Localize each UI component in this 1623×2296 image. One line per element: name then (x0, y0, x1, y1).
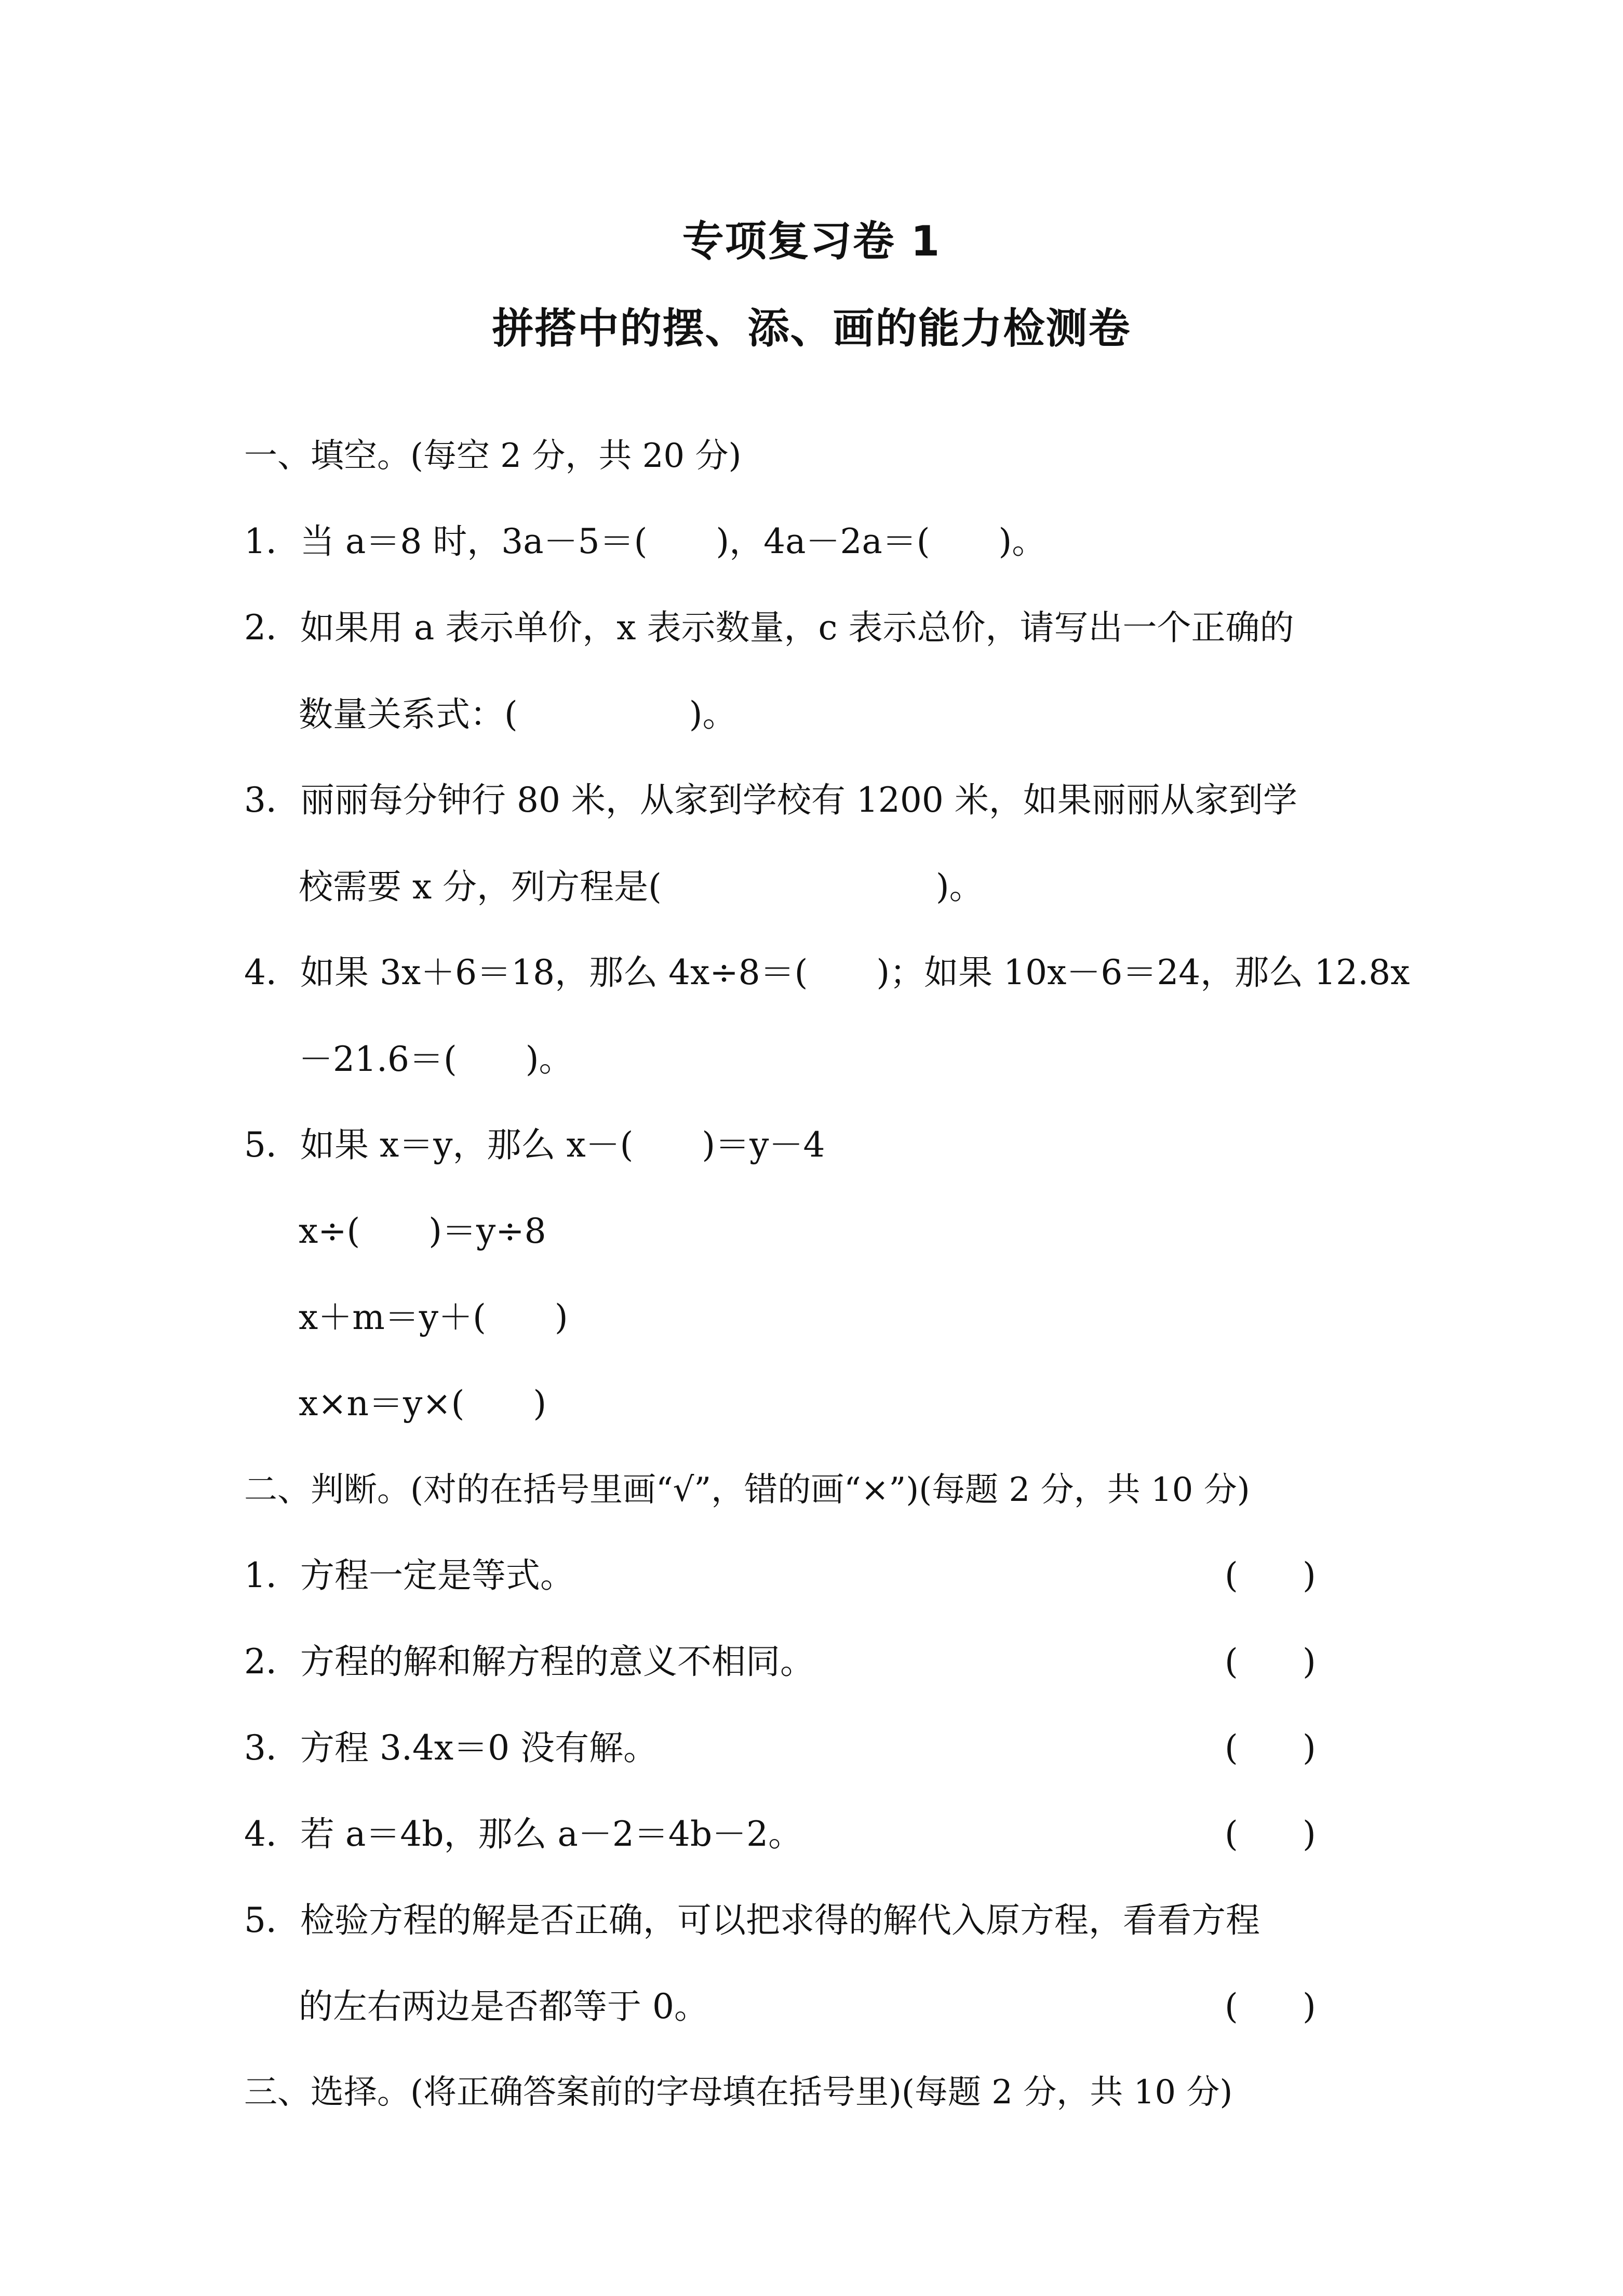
fill-question-1: 1．当 a＝8 时，3a－5＝( )，4a－2a＝( )。 (244, 521, 1047, 561)
bracket-left: ( (1225, 1642, 1238, 1682)
bracket-left: ( (1225, 1728, 1238, 1768)
judge-question-2: 2．方程的解和解方程的意义不相同。 (244, 1642, 814, 1682)
fill-question-4-line1: 4．如果 3x＋6＝18，那么 4x÷8＝( )；如果 10x－6＝24，那么 12.8x (244, 952, 1410, 992)
bracket-left: ( (1225, 1986, 1238, 2026)
fill-question-3-line1: 3．丽丽每分钟行 80 米，从家到学校有 1200 米，如果丽丽从家到学 (244, 780, 1297, 820)
bracket-right: ) (1303, 1642, 1316, 1682)
bracket-right: ) (1303, 1986, 1316, 2026)
judge-question-3: 3．方程 3.4x＝0 没有解。 (244, 1728, 658, 1768)
fill-question-2-line2: 数量关系式：( )。 (299, 694, 737, 734)
fill-question-5-line1: 5．如果 x＝y，那么 x－( )＝y－4 (244, 1125, 825, 1165)
page-title: 专项复习卷 1 (682, 217, 941, 265)
page-subtitle: 拼搭中的摆、添、画的能力检测卷 (492, 304, 1131, 353)
bracket-right: ) (1303, 1555, 1316, 1595)
section1-heading: 一、填空。(每空 2 分，共 20 分) (244, 437, 742, 475)
judge-question-5-line1: 5．检验方程的解是否正确，可以把求得的解代入原方程，看看方程 (244, 1900, 1260, 1940)
judge-question-4: 4．若 a＝4b，那么 a－2＝4b－2。 (244, 1814, 803, 1854)
section2-heading: 二、判断。(对的在括号里画“√”，错的画“×”)(每题 2 分，共 10 分) (244, 1471, 1250, 1509)
bracket-right: ) (1303, 1728, 1316, 1768)
judge-question-1: 1．方程一定是等式。 (244, 1555, 574, 1595)
fill-question-5-line4: x×n＝y×( ) (299, 1384, 547, 1424)
bracket-left: ( (1225, 1814, 1238, 1854)
fill-question-5-line3: x＋m＝y＋( ) (299, 1297, 568, 1337)
fill-question-3-line2: 校需要 x 分，列方程是( )。 (299, 867, 984, 907)
section3-heading: 三、选择。(将正确答案前的字母填在括号里)(每题 2 分，共 10 分) (244, 2073, 1233, 2112)
fill-question-5-line2: x÷( )＝y÷8 (299, 1211, 546, 1251)
judge-question-5-line2: 的左右两边是否都等于 0。 (299, 1986, 708, 2026)
bracket-left: ( (1225, 1555, 1238, 1595)
bracket-right: ) (1303, 1814, 1316, 1854)
fill-question-2-line1: 2．如果用 a 表示单价，x 表示数量，c 表示总价，请写出一个正确的 (244, 608, 1294, 648)
fill-question-4-line2: －21.6＝( )。 (299, 1039, 573, 1079)
